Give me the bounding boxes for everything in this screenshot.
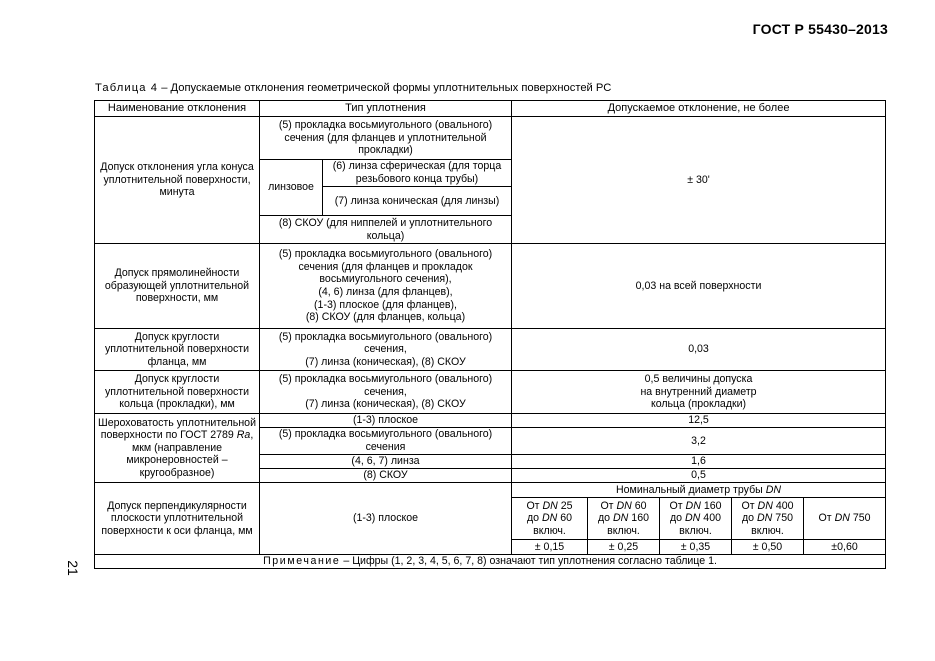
table-note xyxy=(95,555,886,569)
row2-type-line3: (1-3) плоское (для фланцев), xyxy=(314,298,457,311)
row6-range-0 xyxy=(512,498,588,540)
range-dn: DN xyxy=(685,499,701,512)
range-to-value: 750 xyxy=(775,512,793,525)
row6-range-last xyxy=(804,498,886,540)
row5-value-1: 3,2 xyxy=(512,428,886,455)
row1-seal7: (7) линза коническая (для линзы) xyxy=(323,187,512,216)
range-to-value: 400 xyxy=(703,512,721,525)
row3-value: 0,03 xyxy=(512,329,886,371)
tolerance-table xyxy=(94,100,886,569)
range-incl: включ. xyxy=(751,524,784,537)
note-text: – Цифры (1, 2, 3, 4, 5, 6, 7, 8) означают тип уплотнения согласно таблице 1. xyxy=(340,555,717,568)
range-to: до xyxy=(742,512,758,525)
row5-type-1: (5) прокладка восьмиугольного (овального) сечения xyxy=(260,428,512,455)
row1-name: Допуск отклонения угла конуса уплотнительной поверхности, минута xyxy=(95,117,260,244)
table-caption xyxy=(95,82,611,94)
range-from-value: 160 xyxy=(703,499,722,512)
range-from: От xyxy=(669,499,686,512)
row1-lens-label: линзовое xyxy=(260,160,323,216)
row6-range-1 xyxy=(588,498,660,540)
row6-value-0: ± 0,15 xyxy=(512,540,588,555)
row5-type-3: (8) СКОУ xyxy=(260,469,512,483)
range-dn: DN xyxy=(757,499,773,512)
row3-type-line2: (7) линза (коническая), (8) СКОУ xyxy=(305,355,466,368)
row6-value-2: ± 0,35 xyxy=(660,540,732,555)
range-from-value: 25 xyxy=(560,499,573,512)
range-incl: включ. xyxy=(533,524,566,537)
range-to-value: 160 xyxy=(631,512,649,525)
row3-type-line1: (5) прокладка восьмиугольного (овального) сечения, xyxy=(278,330,493,356)
row5-name-a: Шероховатость уплотнительной поверхности по ГОСТ 2789 xyxy=(98,416,256,442)
row3-name: Допуск круглости уплотнительной поверхности фланца, мм xyxy=(95,329,260,371)
range-from-value: 400 xyxy=(775,499,794,512)
row5-type-0: (1-3) плоское xyxy=(260,414,512,428)
row4-type-line1: (5) прокладка восьмиугольного (овального) сечения, xyxy=(278,373,493,398)
row4-type-line2: (7) линза (коническая), (8) СКОУ xyxy=(305,398,466,411)
row6-dn-header-text: Номинальный диаметр трубы xyxy=(616,483,766,496)
row6-type: (1-3) плоское xyxy=(260,483,512,555)
row2-type xyxy=(260,244,512,329)
row5-value-3: 0,5 xyxy=(512,469,886,483)
row1-value: ± 30' xyxy=(512,117,886,244)
range-dn: DN xyxy=(542,499,558,512)
range-dn: DN xyxy=(616,499,632,512)
row6-range-3 xyxy=(732,498,804,540)
range-incl: включ. xyxy=(607,524,640,537)
range-to: до xyxy=(670,512,686,525)
row4-value xyxy=(512,371,886,414)
caption-text: – Допускаемые отклонения геометрической формы уплотнительных поверхностей РС xyxy=(158,82,612,94)
row6-name: Допуск перпендикулярности плоскости уплотнительной поверхности к оси фланца, мм xyxy=(95,483,260,555)
row6-dn-header-dn: DN xyxy=(765,483,782,496)
range-dn: DN xyxy=(613,512,629,525)
range-dn: DN xyxy=(541,512,558,525)
range-from: От xyxy=(818,512,835,525)
row5-name-ra: Ra xyxy=(236,429,251,442)
row2-type-line1: (5) прокладка восьмиугольного (овального) сечения (для фланцев и прокладок восьмиугольного сечения), xyxy=(278,248,493,286)
row6-value-3: ± 0,50 xyxy=(732,540,804,555)
header-name: Наименование отклонения xyxy=(95,101,260,117)
row5-value-0: 12,5 xyxy=(512,414,886,428)
row2-type-line2: (4, 6) линза (для фланцев), xyxy=(318,286,453,298)
header-type: Тип уплотнения xyxy=(260,101,512,117)
row1-seal5: (5) прокладка восьмиугольного (овального) сечения (для фланцев и уплотнительной прокладки) xyxy=(260,117,512,160)
row2-value: 0,03 на всей поверхности xyxy=(512,244,886,329)
note-label: Примечание xyxy=(263,555,341,568)
row5-value-2: 1,6 xyxy=(512,455,886,469)
row5-name-b: , мкм (направление микронеровностей – кругообразное) xyxy=(126,429,254,479)
row2-name: Допуск прямолинейности образующей уплотнительной поверхности, мм xyxy=(95,244,260,329)
range-dn: DN xyxy=(834,512,850,525)
range-from-value: 750 xyxy=(852,512,871,525)
row4-name: Допуск круглости уплотнительной поверхности кольца (прокладки), мм xyxy=(95,371,260,414)
range-to-value: 60 xyxy=(560,512,573,525)
row4-value-line2: на внутренний диаметр xyxy=(640,385,757,398)
header-tolerance: Допускаемое отклонение, не более xyxy=(512,101,886,117)
row4-type xyxy=(260,371,512,414)
range-from: От xyxy=(526,499,543,512)
row5-name xyxy=(95,414,260,483)
range-to: до xyxy=(526,512,542,525)
range-from-value: 60 xyxy=(634,499,647,512)
range-to: до xyxy=(598,512,614,525)
row3-type xyxy=(260,329,512,371)
row6-dn-header xyxy=(512,483,886,498)
range-incl: включ. xyxy=(679,524,712,537)
range-from: От xyxy=(741,499,758,512)
standard-code: ГОСТ Р 55430–2013 xyxy=(752,21,888,37)
range-from: От xyxy=(600,499,617,512)
row6-value-1: ± 0,25 xyxy=(588,540,660,555)
page-number: 21 xyxy=(64,560,81,576)
row2-type-line4: (8) СКОУ (для фланцев, кольца) xyxy=(305,311,466,324)
row6-value-last: ±0,60 xyxy=(804,540,886,555)
row1-seal8: (8) СКОУ (для ниппелей и уплотнительного кольца) xyxy=(260,216,512,244)
row1-seal6: (6) линза сферическая (для торца резьбового конца трубы) xyxy=(323,160,512,187)
row4-value-line3: кольца (прокладки) xyxy=(650,398,747,411)
row6-range-2 xyxy=(660,498,732,540)
range-dn: DN xyxy=(757,512,773,525)
row5-type-2: (4, 6, 7) линза xyxy=(260,455,512,469)
row4-value-line1: 0,5 величины допуска xyxy=(644,373,753,386)
caption-label: Таблица 4 xyxy=(95,82,159,94)
range-dn: DN xyxy=(685,512,701,525)
